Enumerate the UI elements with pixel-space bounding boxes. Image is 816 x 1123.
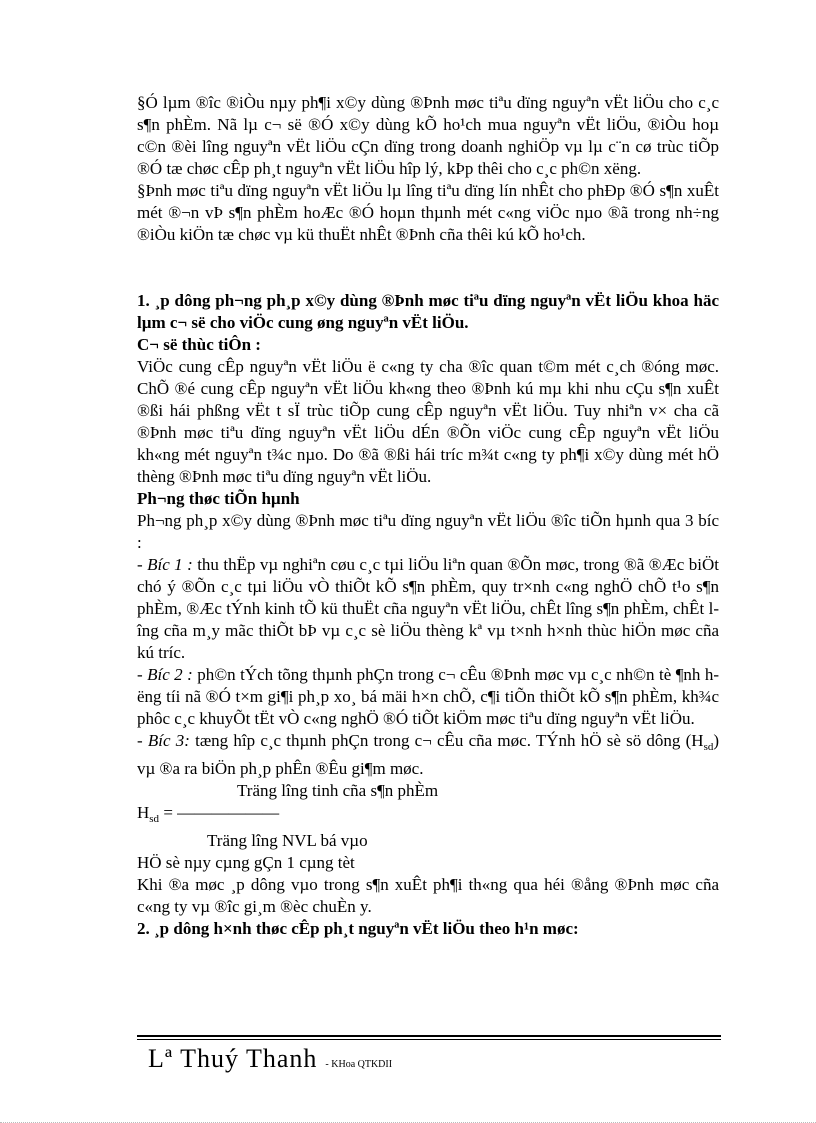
footer [148,1044,392,1074]
formula-lhs-sub: sd [149,813,160,825]
formula-eq: = —————— [159,803,280,822]
footer-rule-thin [137,1039,721,1040]
footer-author: Lª Thuý Thanh [148,1044,318,1073]
heading-2: 2. ¸p dông h×nh thøc cÊp ph¸t nguyªn vËt liÖu theo h¹n møc: [137,919,579,938]
paragraph-2: §Þnh møc tiªu dïng nguyªn vËt liÖu lµ lîng tiªu dïng lín nhÊt cho phÐp ®Ó s¶n xuÊt mét ®¬n vÞ s¶n phÈm hoÆc ®Ó hoµn thµnh mét c«ng viÖc nµo ®ã trong nh÷ng ®iÒu kiÖn tæ chøc vµ kü thuËt nhÊt ®Þnh cña thêi kú kÕ ho¹ch. [137,181,719,244]
step-2 [137,664,719,730]
spacer [137,246,719,290]
heading-1a: C¬ së thùc tiÔn : [137,335,261,354]
formula-lhs: H [137,803,150,822]
step-3 [137,730,719,780]
body-text [137,92,719,940]
paragraph-5: HÖ sè nµy cµng gÇn 1 cµng tèt [137,853,355,872]
paragraph-4: Ph¬ng ph¸p x©y dùng ®Þnh møc tiªu dïng nguyªn vËt liÖu ®îc tiÕn hµnh qua 3 bíc : [137,511,719,552]
heading-1: 1. ¸p dông ph¬ng ph¸p x©y dùng ®Þnh møc tiªu dïng nguyªn vËt liÖu khoa häc lµm c¬ së cho viÖc cung øng nguyªn vËt liÖu. [137,291,719,332]
step-2-label: - Bíc 2 : [137,665,193,684]
footer-rule-thick [137,1035,721,1037]
step-3-text: tæng hîp c¸c thµnh phÇn trong c¬ cÊu cña møc. TÝnh hÖ sè sö dông (H [189,731,704,750]
step-3-sub: sd [703,741,714,753]
footer-department: - KHoa QTKDII [325,1059,393,1070]
formula-numerator: Träng lîng tinh cña s¶n phÈm [237,781,439,800]
formula-line [137,802,719,830]
formula-denominator: Träng lîng NVL bá vµo [207,831,368,850]
paragraph-3: ViÖc cung cÊp nguyªn vËt liÖu ë c«ng ty cha ®îc quan t©m mét c¸ch ®óng møc. ChÕ ®é cung cÊp nguyªn vËt liÖu kh«ng theo ®Þnh kú mµ khi nhu cÇu s¶n xuÊt ®ßi hái phßng vËt t sÏ trùc tiÕp cung cÊp nguyªn vËt liÖu. Tuy nhiªn v× cha cã ®Þnh møc tiªu dïng nguyªn vËt liÖu dÉn ®Õn viÖc cung cÊp nguyªn vËt liÖu kh«ng mét nguyªn t¾c nµo. Do ®ã ®ßi hái tríc m¾t c«ng ty ph¶i x©y dùng mét hÖ thèng ®Þnh møc tiªu dïng nguyªn vËt liÖu. [137,357,719,486]
paragraph-1: §Ó lµm ®îc ®iÒu nµy ph¶i x©y dùng ®Þnh møc tiªu dïng nguyªn vËt liÖu cho c¸c s¶n phÈm. Nã lµ c¬ së ®Ó x©y dùng kÕ ho¹ch mua nguyªn vËt liÖu, ®iÒu hoµ c©n ®èi lîng nguyªn vËt liÖu cÇn dïng trong doanh nghiÖp vµ lµ c¨n cø trùc tiÕp ®Ó tæ chøc cÊp ph¸t nguyªn vËt liÖu hîp lý, kÞp thêi cho c¸c ph©n xëng. [137,93,719,178]
paragraph-6: Khi ®a møc ¸p dông vµo trong s¶n xuÊt ph¶i th«ng qua héi ®ång ®Þnh møc cña c«ng ty vµ ®îc gi¸m ®èc chuÈn y. [137,875,719,916]
heading-1b: Ph¬ng thøc tiÕn hµnh [137,489,300,508]
step-1-text: thu thËp vµ nghiªn cøu c¸c tµi liÖu liªn quan ®Õn møc, trong ®ã ®Æc biÖt chó ý ®Õn c¸c tµi liÖu vÒ thiÕt kÕ s¶n phÈm, quy tr×nh c«ng nghÖ chÕ t¹o s¶n phÈm, ®Æc tÝnh kinh tÕ kü thuËt cña nguyªn vËt liÖu, chÊt lîng s¶n phÈm, chÊt lîng cña m¸y mãc thiÕt bÞ vµ c¸c sè liÖu thèng kª vµ t×nh h×nh thùc hiÖn møc cña kú tríc. [137,555,719,662]
step-3-end: ) vµ ®a ra biÖn ph¸p phÊn ®Êu gi¶m møc. [137,731,720,778]
step-1-label: - Bíc 1 : [137,555,193,574]
step-1 [137,554,719,664]
step-3-label: - Bíc 3: [137,731,190,750]
step-2-text: ph©n tÝch tõng thµnh phÇn trong c¬ cÊu ®Þnh møc vµ c¸c nh©n tè ¶nh hëng tíi nã ®Ó t×m gi¶i ph¸p xo¸ bá mäi h×n chÕ, c¶i tiÕn thiÕt kÕ s¶n phÈm, kh¾c phôc c¸c khuyÕt tËt vÒ c«ng nghÖ ®Ó tiÕt kiÖm møc tiªu dïng nguyªn vËt liÖu. [137,665,720,728]
